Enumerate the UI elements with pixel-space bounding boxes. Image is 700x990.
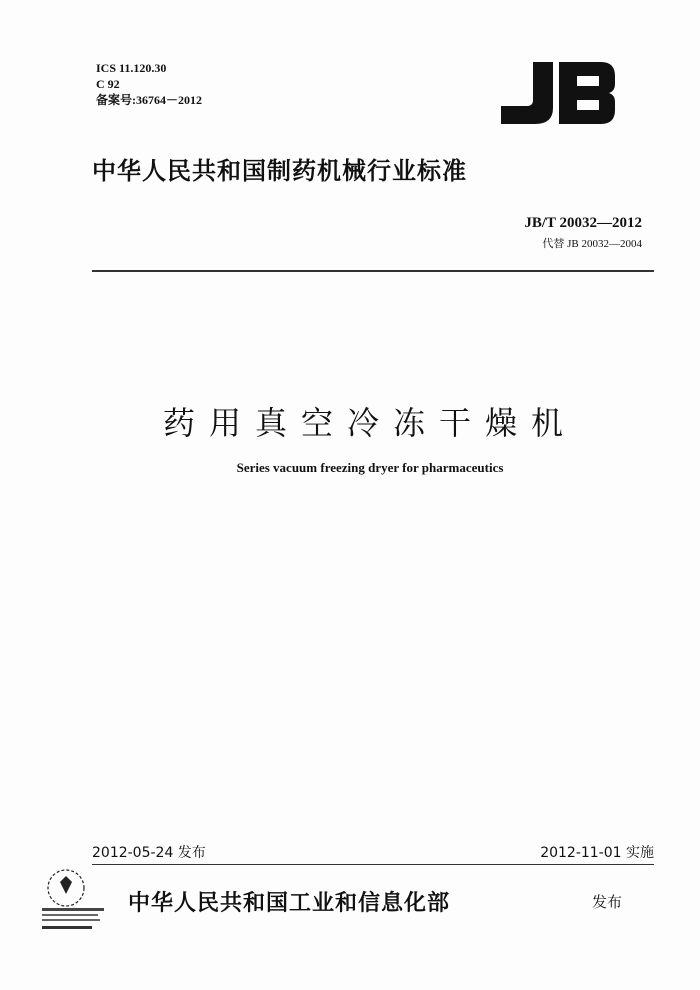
implementation-date: 2012-11-01 实施 — [540, 845, 654, 861]
issue-date: 2012-05-24 发布 — [92, 845, 206, 861]
seal-stamp-icon — [36, 866, 126, 936]
header-divider — [92, 270, 654, 272]
ccs-code: C 92 — [96, 77, 120, 91]
footer-divider — [92, 864, 654, 865]
ics-code: ICS 11.120.30 — [96, 61, 167, 75]
classification-block — [96, 60, 202, 108]
document-title-english: Series vacuum freezing dryer for pharmaceutics — [236, 460, 504, 475]
standard-number-block — [524, 215, 642, 251]
replaces-standard: 代替 JB 20032—2004 — [542, 238, 642, 250]
standard-number: JB/T 20032—2012 — [524, 215, 642, 231]
document-title-chinese: 药用真空冷冻干燥机 — [162, 404, 577, 442]
industry-standard-title: 中华人民共和国制药机械行业标准 — [92, 156, 467, 185]
jb-logo-icon — [497, 60, 617, 126]
record-number: 备案号:36764－2012 — [96, 93, 202, 107]
publish-label: 发布 — [592, 893, 623, 911]
publisher-name: 中华人民共和国工业和信息化部 — [128, 890, 451, 916]
